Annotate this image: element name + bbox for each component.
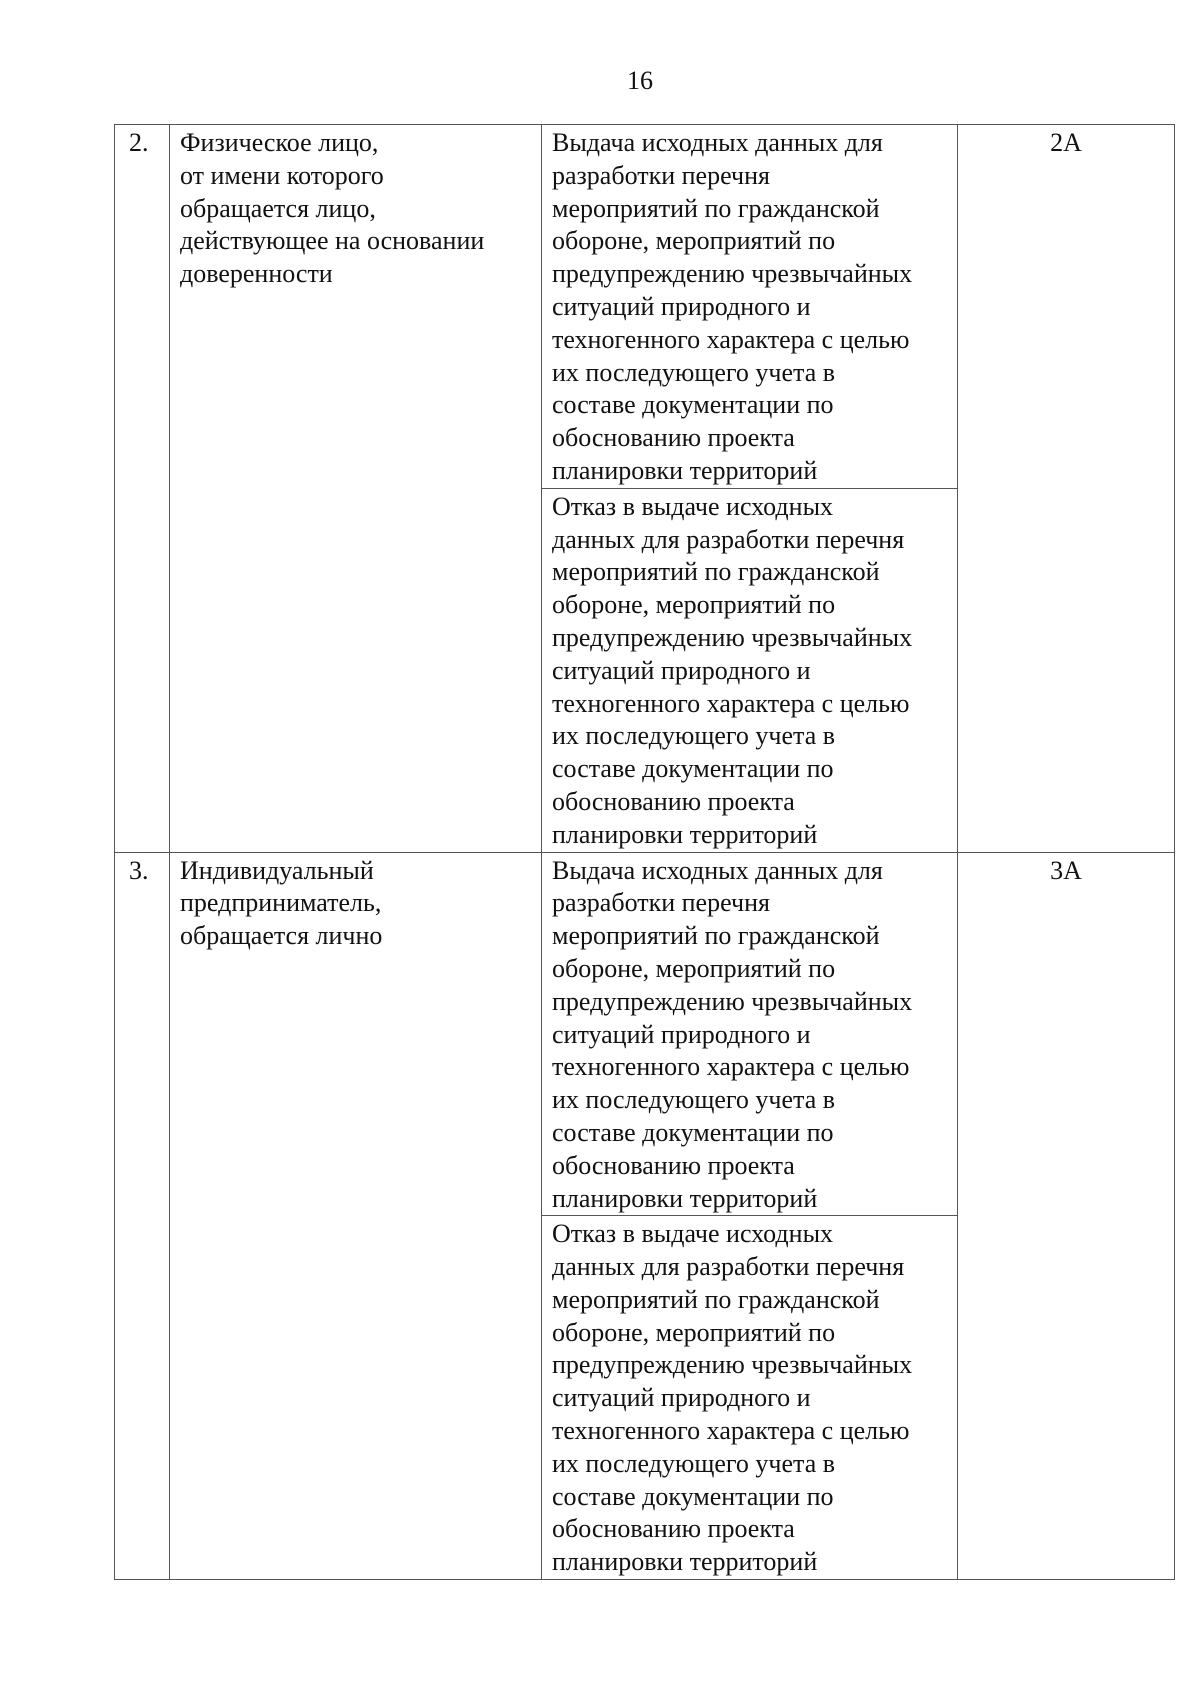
- row-number-cell: [115, 852, 170, 1580]
- result-text: Отказ в выдаче исходных данных для разработки перечня мероприятий по гражданской обороне, мероприятий по предупреждению чрезвычайных ситуаций природного и техногенного характера с целью их последующего учета в составе документации по обоснованию проекта планировки территорий: [552, 491, 913, 849]
- result-text: Отказ в выдаче исходных данных для разработки перечня мероприятий по гражданской обороне, мероприятий по предупреждению чрезвычайных ситуаций природного и техногенного характера с целью их последующего учета в составе документации по обоснованию проекта планировки территорий: [552, 1219, 913, 1577]
- applicant-text: Физическое лицо, от имени которого обращается лицо, действующее на основании доверенности: [180, 128, 485, 289]
- row-number-cell: [115, 125, 170, 853]
- code-cell: [958, 852, 1175, 1580]
- applicant-cell: [170, 852, 542, 1580]
- result-cell: [542, 852, 958, 1216]
- row-number: 2.: [129, 128, 149, 157]
- table-row: [115, 852, 1175, 1216]
- result-text: Выдача исходных данных для разработки перечня мероприятий по гражданской обороне, мероприятий по предупреждению чрезвычайных ситуаций природного и техногенного характера с целью их последующего учета в составе документации по обоснованию проекта планировки территорий: [552, 128, 913, 485]
- result-code: 2А: [1050, 128, 1082, 157]
- applicant-text: Индивидуальный предприниматель, обращается лично: [180, 855, 383, 951]
- result-cell: [542, 488, 958, 852]
- result-code: 3А: [1050, 855, 1082, 885]
- applicant-cell: [170, 125, 542, 853]
- table-row: [115, 125, 1175, 489]
- page-number: 16: [627, 66, 653, 95]
- result-cell: [542, 1216, 958, 1580]
- services-table: [114, 124, 1175, 1580]
- row-number: 3.: [129, 855, 149, 885]
- result-text: Выдача исходных данных для разработки перечня мероприятий по гражданской обороне, мероприятий по предупреждению чрезвычайных ситуаций природного и техногенного характера с целью их последующего учета в составе документации по обоснованию проекта планировки территорий: [552, 855, 913, 1213]
- result-cell: [542, 125, 958, 489]
- code-cell: [958, 125, 1175, 853]
